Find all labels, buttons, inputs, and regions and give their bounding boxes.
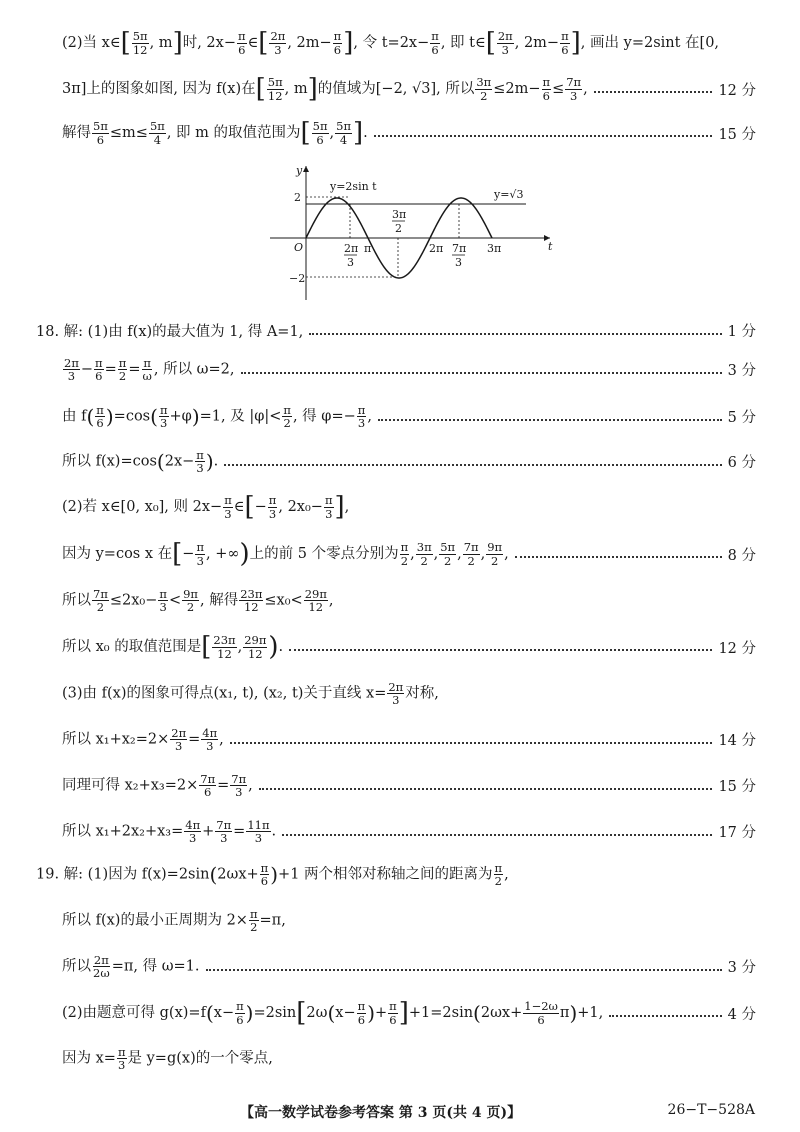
q18-line10: 所以 x₁+x₂=2× $\frac{2\pi}{3}$ = $\frac{4\pi}{3}$ , 14 分 — [62, 726, 756, 754]
leader-dots — [259, 788, 713, 790]
x-tick-7pi3 — [452, 242, 466, 269]
score-label: 14 分 — [718, 733, 756, 750]
leader-dots — [241, 372, 722, 374]
score-label: 6 分 — [727, 455, 756, 472]
svg-text:3π: 3π — [392, 208, 407, 221]
svg-text:2π: 2π — [344, 242, 359, 255]
footer-code: 26−T−528A — [667, 1102, 755, 1118]
leader-dots — [594, 91, 713, 93]
q18-line12: 所以 x₁+2x₂+x₃= $\frac{4\pi}{3}$ + $\frac{7\pi}{3}$ = $\frac{11\pi}{3}$ . 17 分 — [62, 818, 756, 846]
leader-dots — [289, 649, 712, 651]
x-tick-pi: π — [364, 242, 372, 255]
q18-line4: 所以 f(x)=cos(2x− $\frac{\pi}{3}$ ). 6 分 — [62, 448, 756, 476]
q19-line4: (2)由题意可得 g(x)=f(x− $\frac{\pi}{6}$ )=2sin[2ω(x− $\frac{\pi}{6}$ )+ $\frac{\pi}{6}$ ]+1=2sin(2ωx+ $\frac{1-2\omega}{6}$ π)+1, 4 分 — [62, 998, 756, 1028]
y-tick-2: 2 — [294, 191, 301, 204]
t-axis-label: t — [548, 240, 553, 253]
score-label: 17 分 — [718, 825, 756, 842]
q18-line7: 所以 $\frac{7\pi}{2}$ ≤2x₀− $\frac{\pi}{3}$ < $\frac{9\pi}{2}$ , 解得 $\frac{23\pi}{12}$ ≤x₀< $\frac{29\pi}{12}$ , — [62, 587, 334, 615]
origin-label: O — [294, 241, 304, 254]
score-label: 8 分 — [727, 547, 756, 564]
q19-line1: 19. 解: (1)因为 f(x)=2sin(2ωx+ $\frac{\pi}{6}$ )+1 两个相邻对称轴之间的距离为 $\frac{\pi}{2}$ , — [36, 861, 509, 889]
q18-line9: (3)由 f(x)的图象可得点(x₁, t), (x₂, t)关于直线 x= $\frac{2\pi}{3}$ 对称, — [62, 680, 439, 708]
leader-dots — [282, 834, 712, 836]
x-tick-3pi: 3π — [487, 242, 502, 255]
q18-line3: 由 f( $\frac{\pi}{6}$ )=cos( $\frac{\pi}{3}$ +φ)=1, 及 |φ|< $\frac{\pi}{2}$ , 得 φ=− $\frac{\pi}{3}$ , 5 分 — [62, 403, 756, 431]
svg-text:7π: 7π — [452, 242, 467, 255]
leader-dots — [206, 969, 722, 971]
leader-dots — [378, 419, 722, 421]
svg-text:2: 2 — [395, 222, 402, 235]
line-label: y=√3 — [494, 188, 524, 201]
x-tick-3pi2 — [392, 208, 406, 235]
q18-line8: 所以 x₀ 的取值范围是[ $\frac{23\pi}{12}$ , $\frac{29\pi}{12}$ ). 12 分 — [62, 632, 756, 662]
q18-line6: 因为 y=cos x 在[− $\frac{\pi}{3}$ , +∞)上的前 5 个零点分别为 $\frac{\pi}{2}$ , $\frac{3\pi}{2}$ , $\frac{5\pi}{2}$ , $\frac{7\pi}{2}$ , $\frac{9\pi}{2}$ , 8 分 — [62, 539, 756, 569]
score-label: 15 分 — [718, 126, 756, 143]
leader-dots — [374, 135, 713, 137]
x-tick-2pi3 — [344, 242, 358, 269]
q17-part2-line1: (2)当 x∈[ $\frac{5\pi}{12}$ , m]时, 2x− $\frac{\pi}{6}$ ∈[ $\frac{2\pi}{3}$ , 2m− $\frac{\pi}{6}$ ], 令 t=2x− $\frac{\pi}{6}$ , 即 t∈[ $\frac{2\pi}{3}$ , 2m− $\frac{\pi}{6}$ ], 画出 y=2sint 在[0, — [62, 28, 720, 58]
svg-text:3: 3 — [347, 256, 354, 269]
y-axis-label: y — [296, 164, 303, 177]
leader-dots — [230, 742, 713, 744]
score-label: 12 分 — [718, 640, 756, 657]
score-label: 3 分 — [727, 960, 756, 977]
leader-dots — [224, 464, 721, 466]
score-label: 3 分 — [727, 363, 756, 380]
footer-title: 【高一数学试卷参考答案 第 3 页(共 4 页)】 — [240, 1105, 522, 1121]
curve-label: y=2sin t — [330, 180, 377, 193]
score-label: 1 分 — [727, 324, 756, 340]
q19-line5: 因为 x= $\frac{\pi}{3}$ 是 y=g(x)的一个零点, — [62, 1045, 273, 1073]
q19-line3: 所以 $\frac{2\pi}{2\omega}$ =π, 得 ω=1. 3 分 — [62, 953, 756, 981]
score-label: 12 分 — [718, 82, 756, 99]
leader-dots — [515, 556, 722, 558]
score-label: 4 分 — [727, 1006, 756, 1023]
y-tick-neg2: −2 — [289, 272, 306, 285]
q17-part2-line3: 解得 $\frac{5\pi}{6}$ ≤m≤ $\frac{5\pi}{4}$ , 即 m 的取值范围为[ $\frac{5\pi}{6}$ , $\frac{5\pi}{4}$ ]. 15 分 — [62, 118, 756, 148]
svg-text:3: 3 — [455, 256, 462, 269]
q18-line1: 18. 解: (1)由 f(x)的最大值为 1, 得 A=1, 1 分 — [36, 320, 756, 341]
x-tick-2pi: 2π — [429, 242, 444, 255]
q18-line5: (2)若 x∈[0, x₀], 则 2x− $\frac{\pi}{3}$ ∈[− $\frac{\pi}{3}$ , 2x₀− $\frac{\pi}{3}$ ], — [62, 492, 350, 522]
q18-line11: 同理可得 x₂+x₃=2× $\frac{7\pi}{6}$ = $\frac{7\pi}{3}$ , 15 分 — [62, 772, 756, 800]
leader-dots — [309, 333, 721, 335]
score-label: 5 分 — [727, 410, 756, 427]
leader-dots — [609, 1015, 721, 1017]
score-label: 15 分 — [718, 779, 756, 796]
q17-part2-line2: 3π]上的图象如图, 因为 f(x)在[ $\frac{5\pi}{12}$ , m]的值域为[−2, √3], 所以 $\frac{3\pi}{2}$ ≤2m− $\frac{\pi}{6}$ ≤ $\frac{7\pi}{3}$ , 12 分 — [62, 74, 756, 104]
q18-line2: $\frac{2\pi}{3}$ − $\frac{\pi}{6}$ = $\frac{\pi}{2}$ = $\frac{\pi}{\omega}$ , 所以 ω=2, 3 分 — [64, 356, 756, 384]
q19-line2: 所以 f(x)的最小正周期为 2× $\frac{\pi}{2}$ =π, — [62, 907, 286, 935]
sine-graph — [258, 160, 558, 305]
